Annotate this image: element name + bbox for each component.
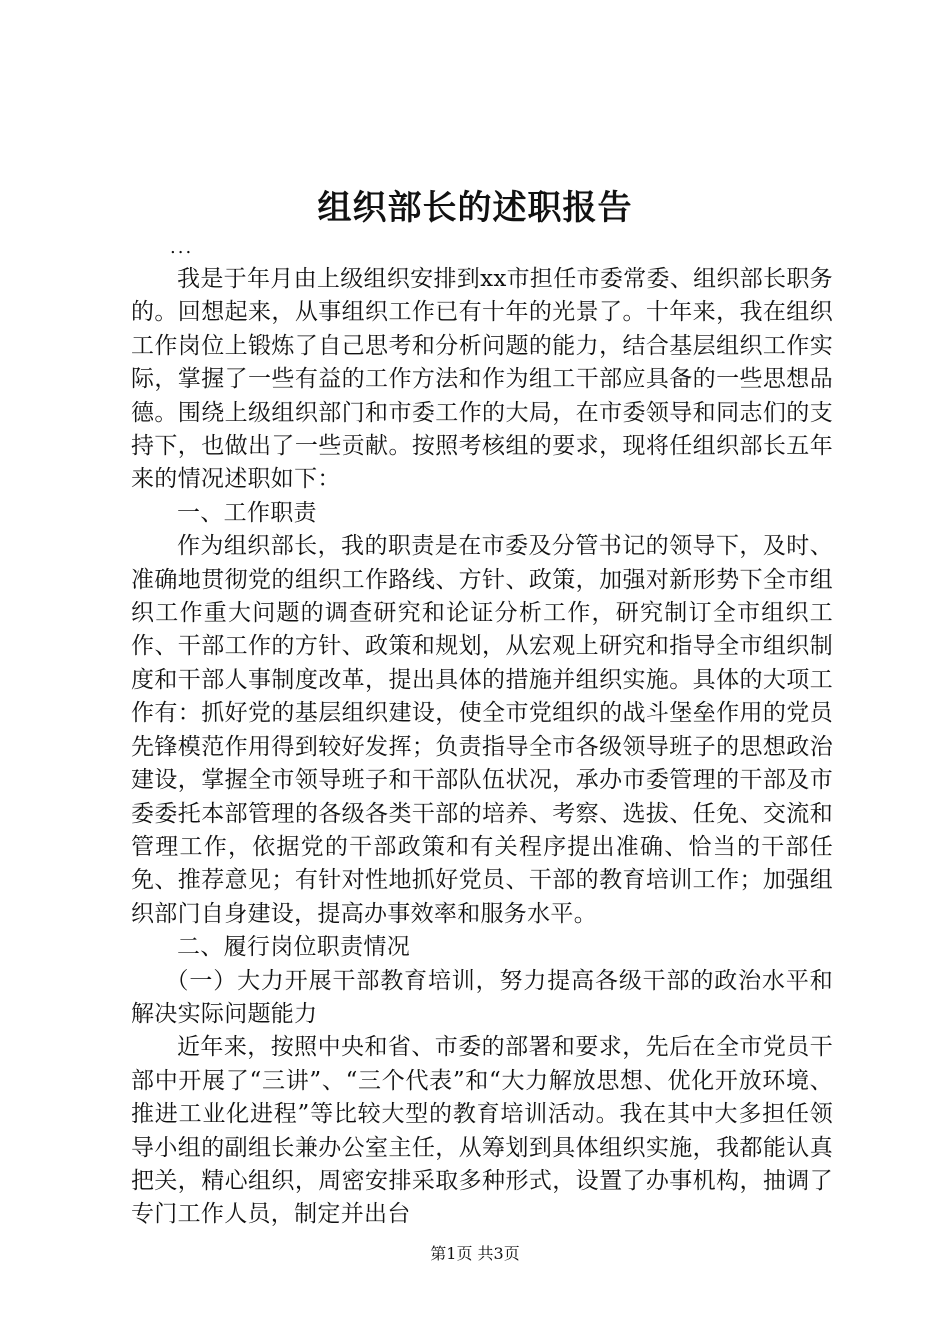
page-footer: 第1页 共3页 xyxy=(430,1244,520,1263)
ellipsis-mark: ... xyxy=(170,237,194,258)
document-body xyxy=(131,263,833,1232)
paragraph-intro: 我是于年月由上级组织安排到xx市担任市委常委、组织部长职务的。回想起来，从事组织工作已有十年的光景了。十年来，我在组织工作岗位上锻炼了自己思考和分析问题的能力，结合基层组织工作实际，掌握了一些有益的工作方法和作为组工干部应具备的一些思想品德。围绕上级组织部门和市委工作的大局，在市委领导和同志们的支持下，也做出了一些贡献。按照考核组的要求，现将任组织部长五年来的情况述职如下： xyxy=(131,266,833,493)
paragraph-training: 近年来，按照中央和省、市委的部署和要求，先后在全市党员干部中开展了“三讲”、“三个代表”和“大力解放思想、优化开放环境、推进工业化进程”等比较大型的教育培训活动。我在其中大多担任领导小组的副组长兼办公室主任，从筹划到具体组织实施，我都能认真把关，精心组织，周密安排采取多种形式，设置了办事机构，抽调了专门工作人员，制定并出台 xyxy=(131,1034,833,1228)
section-heading-performance: 二、履行岗位职责情况 xyxy=(177,934,410,961)
paragraph-duties: 作为组织部长，我的职责是在市委及分管书记的领导下，及时、准确地贯彻党的组织工作路线、方针、政策，加强对新形势下全市组织工作重大问题的调查研究和论证分析工作，研究制订全市组织工作、干部工作的方针、政策和规划，从宏观上研究和指导全市组织制度和干部人事制度改革，提出具体的措施并组织实施。具体的大项工作有：抓好党的基层组织建设，使全市党组织的战斗堡垒作用的党员先锋模范作用得到较好发挥；负责指导全市各级领导班子的思想政治建设，掌握全市领导班子和干部队伍状况，承办市委管理的干部及市委委托本部管理的各级各类干部的培养、考察、选拔、任免、交流和管理工作，依据党的干部政策和有关程序提出准确、恰当的干部任免、推荐意见；有针对性地抓好党员、干部的教育培训工作；加强组织部门自身建设，提高办事效率和服务水平。 xyxy=(131,533,833,927)
document-title: 组织部长的述职报告 xyxy=(317,188,633,228)
subsection-heading-training: （一）大力开展干部教育培训，努力提高各级干部的政治水平和解决实际问题能力 xyxy=(131,967,833,1027)
section-heading-duties: 一、工作职责 xyxy=(177,499,317,526)
